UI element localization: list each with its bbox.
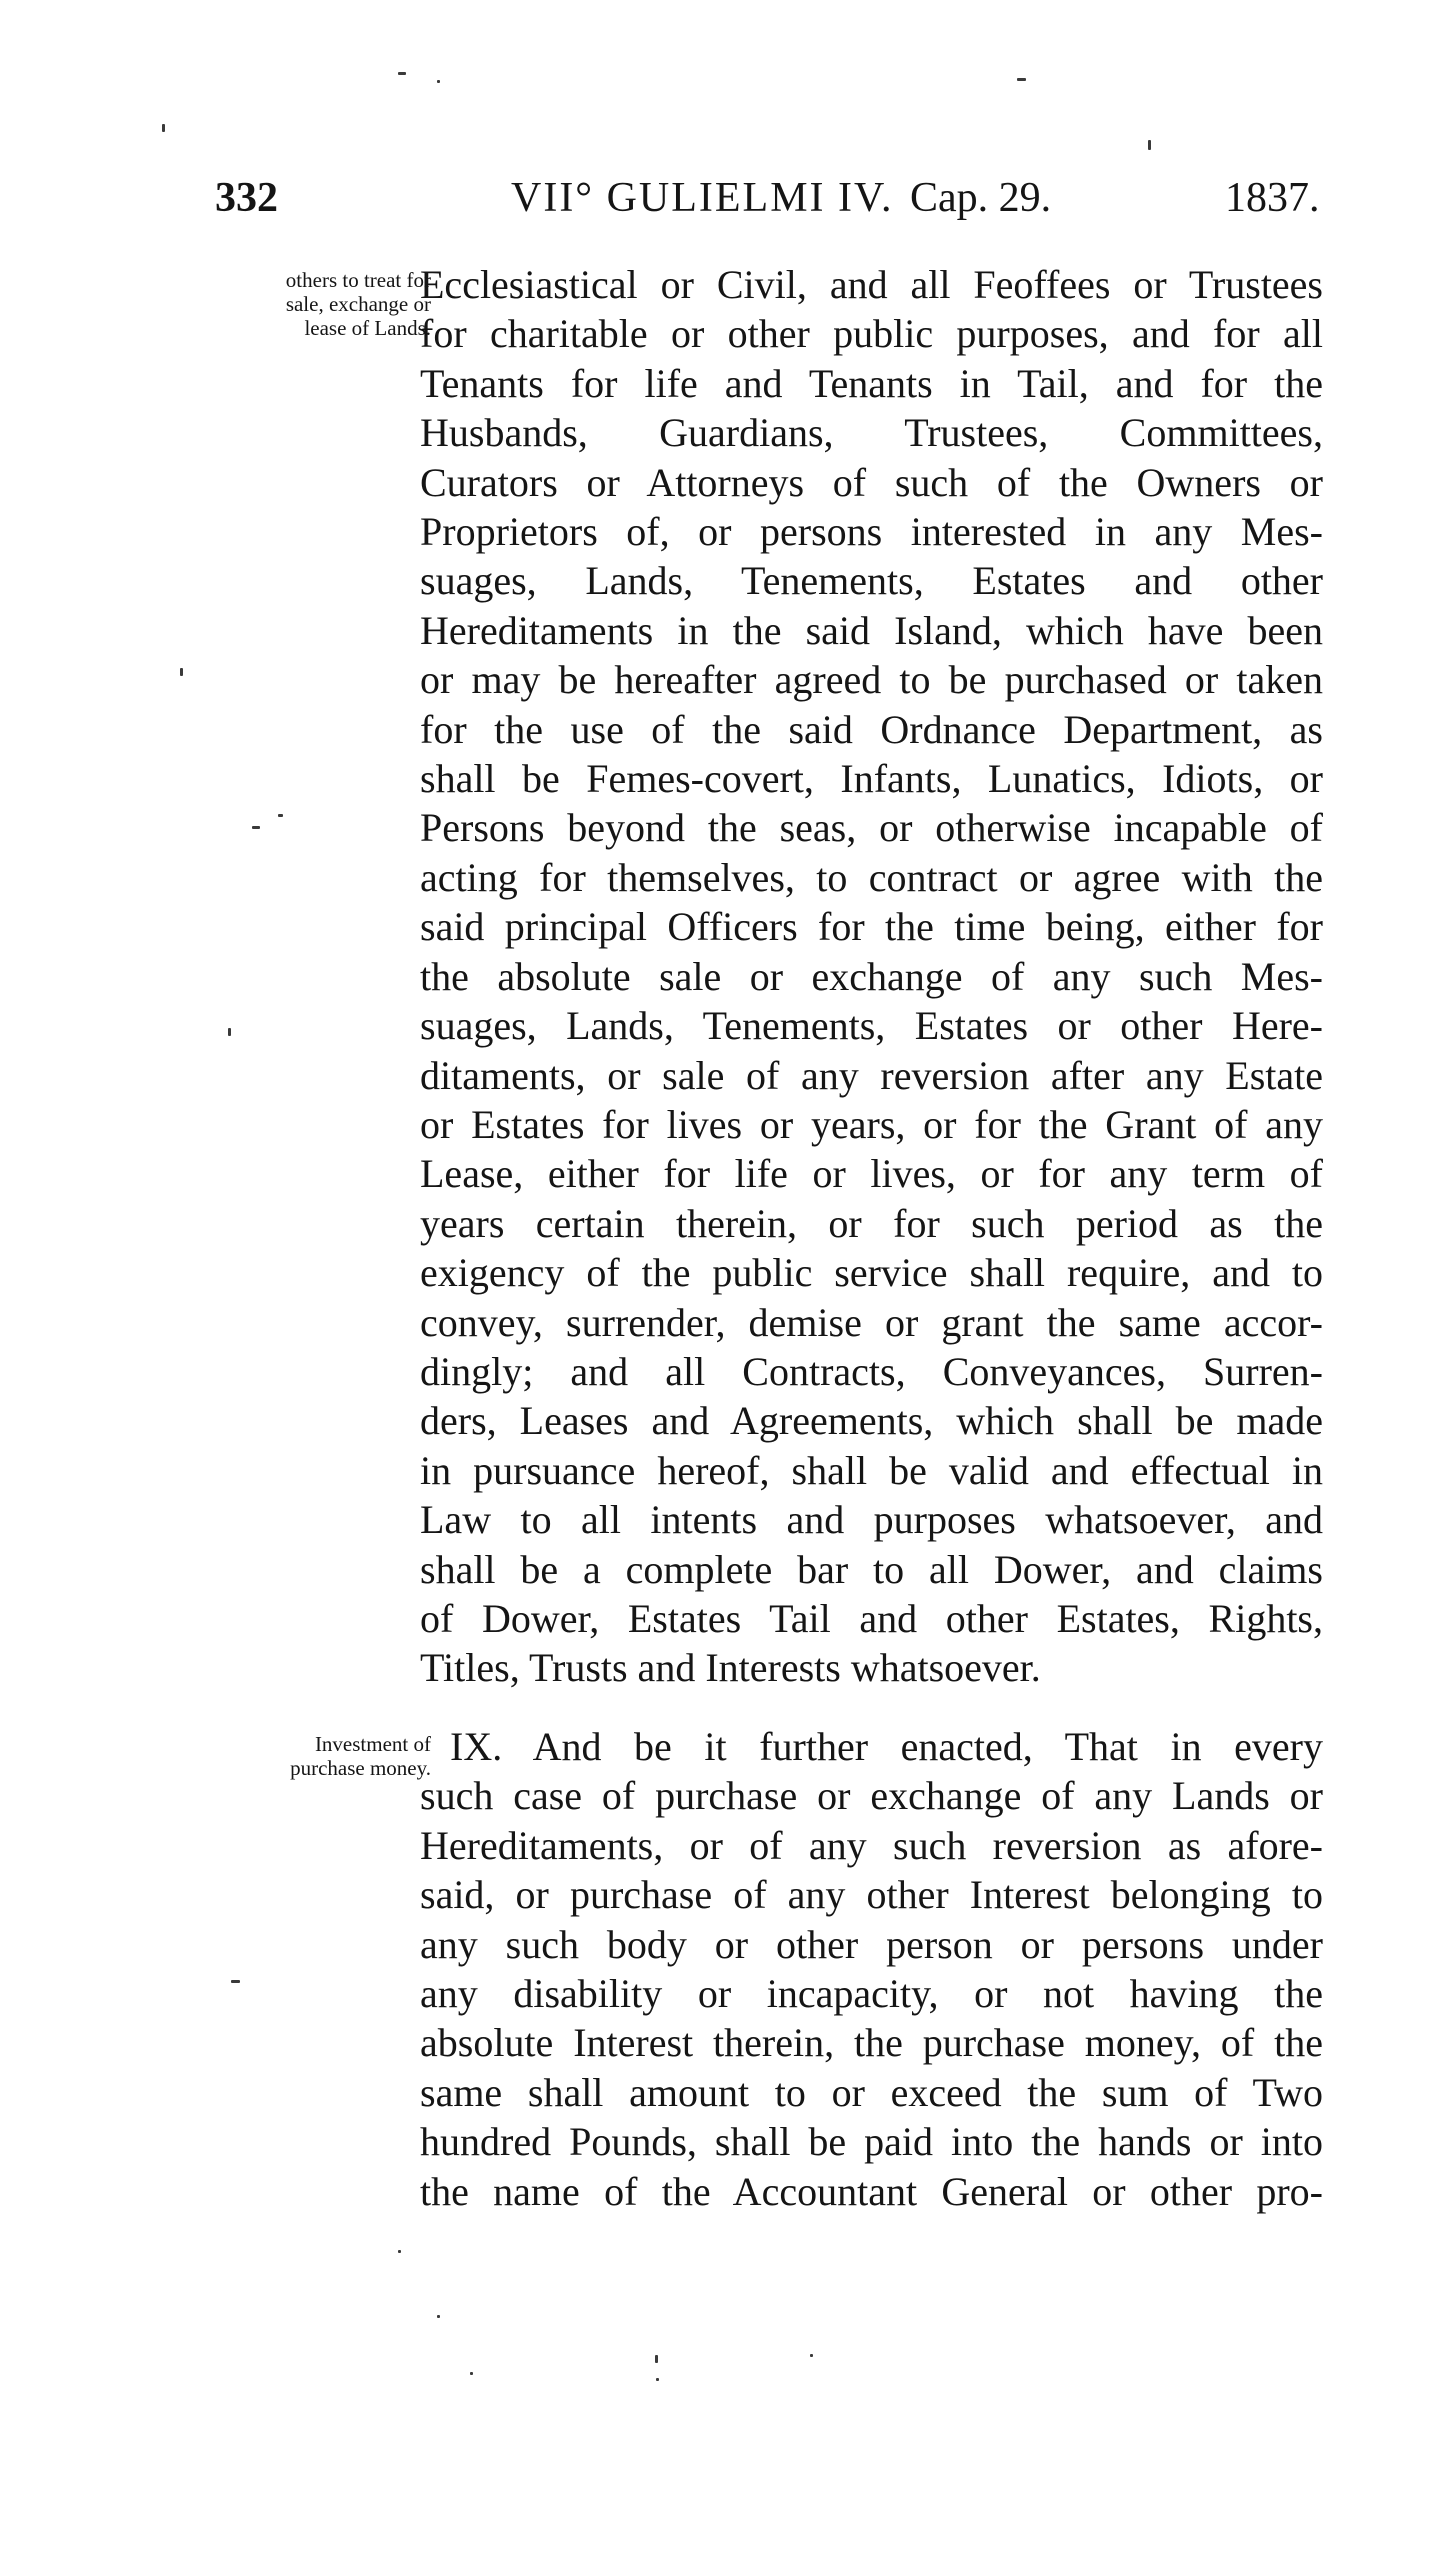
margin-note-line: sale, exchange or xyxy=(285,292,431,316)
text-line: said principal Officers for the time being, either for xyxy=(420,904,1323,950)
text-line: Proprietors of, or persons interested in any Mes- xyxy=(420,509,1323,555)
text-line: ders, Leases and Agreements, which shall be made xyxy=(420,1398,1323,1444)
text-line: or Estates for lives or years, or for the Grant of any xyxy=(420,1101,1323,1147)
text-line: Ecclesiastical or Civil, and all Feoffees or Trustees xyxy=(420,262,1323,307)
margin-note-treat-for-sale xyxy=(213,268,431,340)
scan-speck xyxy=(1148,140,1151,150)
scan-speck xyxy=(278,814,283,817)
text-line: same shall amount to or exceed the sum of Two xyxy=(420,2069,1323,2115)
margin-note-investment xyxy=(213,1732,431,1780)
text-line: for the use of the said Ordnance Department, as xyxy=(420,706,1323,752)
scan-speck xyxy=(180,668,183,676)
text-line: the absolute sale or exchange of any such Mes- xyxy=(420,953,1323,999)
chapter-number: Cap. 29. xyxy=(910,175,1052,221)
text-line: Persons beyond the seas, or otherwise incapable of xyxy=(420,805,1323,851)
year: 1837. xyxy=(1225,175,1320,221)
text-line: Lease, either for life or lives, or for any term of xyxy=(420,1151,1323,1197)
text-line: absolute Interest therein, the purchase money, of the xyxy=(420,2020,1323,2066)
section-heading-line: IX. And be it further enacted, That in every xyxy=(450,1724,1323,1769)
scan-speck xyxy=(228,1028,231,1036)
running-title: VII° GULIELMI IV. xyxy=(511,175,894,221)
text-line: years certain therein, or for such period as the xyxy=(420,1200,1323,1246)
text-line: in pursuance hereof, shall be valid and effectual in xyxy=(420,1447,1323,1493)
scan-speck xyxy=(470,2372,473,2375)
paragraph-section-ix xyxy=(420,1722,1323,2216)
text-line: Hereditaments, or of any such reversion as afore- xyxy=(420,1822,1323,1868)
text-line: of Dower, Estates Tail and other Estates, Rights, xyxy=(420,1595,1323,1641)
margin-note-line: others to treat for xyxy=(285,268,431,292)
running-header xyxy=(215,168,1320,228)
page-number: 332 xyxy=(215,175,278,221)
text-line: dingly; and all Contracts, Conveyances, Surren- xyxy=(420,1348,1323,1394)
margin-note-line: purchase money. xyxy=(290,1756,431,1780)
scan-speck xyxy=(252,826,260,829)
text-line: shall be Femes-covert, Infants, Lunatics, Idiots, or xyxy=(420,756,1323,802)
text-line: for charitable or other public purposes, and for all xyxy=(420,311,1323,357)
text-line: such case of purchase or exchange of any Lands or xyxy=(420,1773,1323,1819)
text-line: Tenants for life and Tenants in Tail, and for the xyxy=(420,360,1323,406)
scan-speck xyxy=(656,2378,659,2381)
text-line: Law to all intents and purposes whatsoever, and xyxy=(420,1497,1323,1543)
text-line: convey, surrender, demise or grant the same accor- xyxy=(420,1299,1323,1345)
text-line: the name of the Accountant General or other pro- xyxy=(420,2168,1323,2214)
text-line: acting for themselves, to contract or agree with the xyxy=(420,854,1323,900)
text-line: any such body or other person or persons under xyxy=(420,1921,1323,1967)
scan-speck xyxy=(1017,78,1026,81)
scan-speck xyxy=(655,2355,658,2363)
margin-note-line: lease of Lands. xyxy=(304,316,431,340)
text-line: Curators or Attorneys of such of the Owners or xyxy=(420,459,1323,505)
text-line: Husbands, Guardians, Trustees, Committees, xyxy=(420,410,1323,456)
scan-speck xyxy=(810,2354,813,2357)
text-line: suages, Lands, Tenements, Estates and other xyxy=(420,558,1323,604)
margin-note-line: Investment of xyxy=(314,1732,431,1756)
scan-speck xyxy=(162,124,165,132)
text-line: Hereditaments in the said Island, which have been xyxy=(420,607,1323,653)
text-line: ditaments, or sale of any reversion after any Estate xyxy=(420,1052,1323,1098)
scan-speck xyxy=(398,2250,401,2253)
text-line: exigency of the public service shall require, and to xyxy=(420,1250,1323,1296)
scan-speck xyxy=(398,72,406,75)
scan-speck xyxy=(437,2315,440,2318)
text-line: or may be hereafter agreed to be purchased or taken xyxy=(420,657,1323,703)
scan-speck xyxy=(437,80,440,83)
text-line: suages, Lands, Tenements, Estates or other Here- xyxy=(420,1003,1323,1049)
scan-speck xyxy=(231,1980,240,1983)
text-line: any disability or incapacity, or not having the xyxy=(420,1971,1323,2017)
text-line: said, or purchase of any other Interest belonging to xyxy=(420,1872,1323,1918)
text-line: hundred Pounds, shall be paid into the hands or into xyxy=(420,2119,1323,2165)
paragraph-section-viii-continued xyxy=(420,260,1323,1693)
text-line: shall be a complete bar to all Dower, and claims xyxy=(420,1546,1323,1592)
text-line: Titles, Trusts and Interests whatsoever. xyxy=(420,1645,1041,1691)
